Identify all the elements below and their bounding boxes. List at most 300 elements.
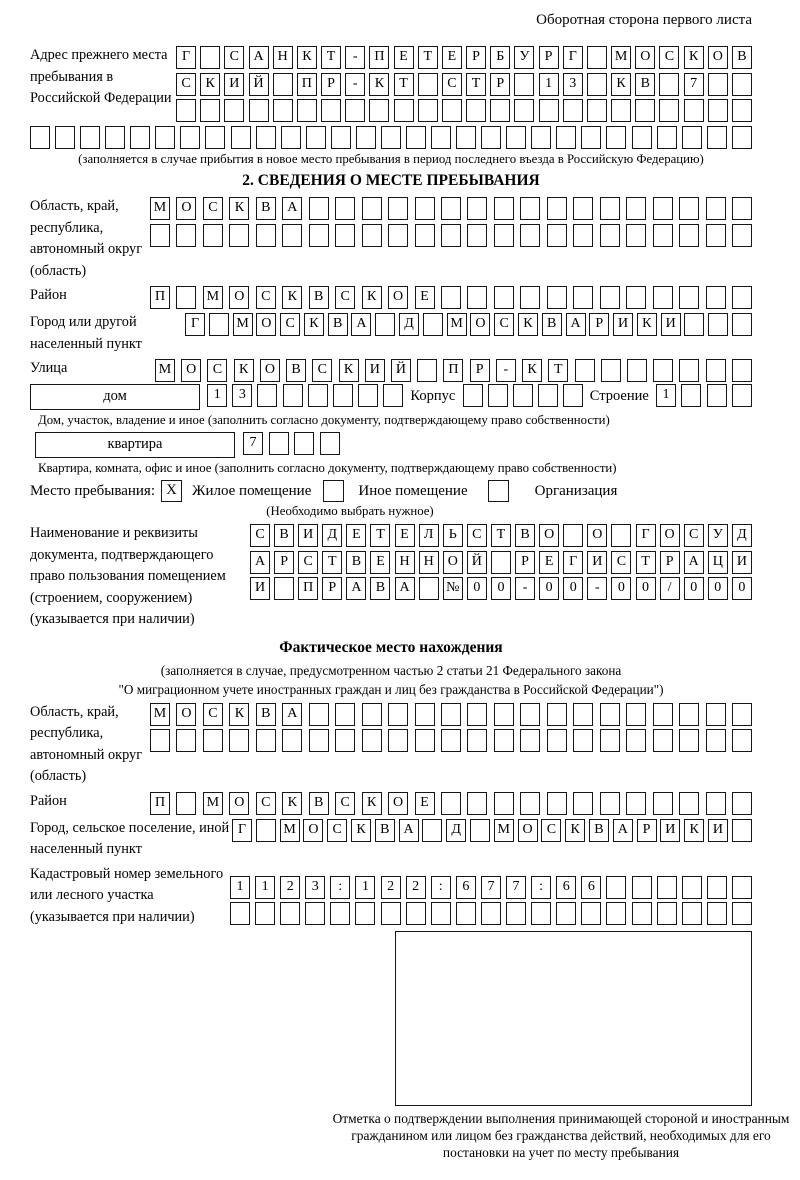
char-cell[interactable]: П <box>150 286 170 309</box>
char-cell[interactable]: П <box>369 46 389 69</box>
char-cell[interactable]: М <box>150 703 170 726</box>
char-cell[interactable]: И <box>660 819 680 842</box>
char-cell[interactable]: Г <box>185 313 205 336</box>
char-cell[interactable] <box>441 224 461 247</box>
char-cell[interactable]: С <box>256 286 276 309</box>
char-cell[interactable]: О <box>470 313 490 336</box>
char-cell[interactable] <box>587 73 607 96</box>
char-cell[interactable] <box>490 99 510 122</box>
char-cell[interactable] <box>632 126 652 149</box>
char-cell[interactable] <box>514 73 534 96</box>
char-cell[interactable]: 0 <box>611 577 631 600</box>
char-cell[interactable] <box>606 902 626 925</box>
char-cell[interactable] <box>626 729 646 752</box>
stay-type-checkbox-organization[interactable] <box>488 480 509 502</box>
char-cell[interactable] <box>563 99 583 122</box>
char-cell[interactable]: В <box>328 313 348 336</box>
char-cell[interactable]: В <box>286 359 306 382</box>
char-cell[interactable] <box>388 729 408 752</box>
char-cell[interactable]: В <box>309 286 329 309</box>
char-cell[interactable]: Л <box>419 524 439 547</box>
char-cell[interactable] <box>682 876 702 899</box>
char-cell[interactable]: С <box>280 313 300 336</box>
char-cell[interactable] <box>80 126 100 149</box>
char-cell[interactable]: С <box>611 551 631 574</box>
char-cell[interactable] <box>345 99 365 122</box>
char-cell[interactable]: А <box>282 197 302 220</box>
char-cell[interactable]: Т <box>548 359 568 382</box>
char-cell[interactable] <box>732 729 752 752</box>
char-cell[interactable]: Е <box>394 46 414 69</box>
char-cell[interactable] <box>431 902 451 925</box>
char-cell[interactable] <box>601 359 621 382</box>
char-cell[interactable] <box>563 524 583 547</box>
char-cell[interactable] <box>539 99 559 122</box>
char-cell[interactable]: О <box>176 703 196 726</box>
char-cell[interactable]: Е <box>539 551 559 574</box>
char-cell[interactable] <box>209 313 229 336</box>
char-cell[interactable]: 1 <box>355 876 375 899</box>
char-cell[interactable] <box>732 224 752 247</box>
char-cell[interactable] <box>463 384 483 407</box>
char-cell[interactable]: С <box>327 819 347 842</box>
char-cell[interactable]: Д <box>446 819 466 842</box>
char-cell[interactable] <box>520 792 540 815</box>
char-cell[interactable]: С <box>659 46 679 69</box>
char-cell[interactable]: Е <box>395 524 415 547</box>
char-cell[interactable] <box>394 99 414 122</box>
char-cell[interactable]: Т <box>466 73 486 96</box>
char-cell[interactable] <box>732 197 752 220</box>
char-cell[interactable] <box>657 902 677 925</box>
char-cell[interactable] <box>150 224 170 247</box>
char-cell[interactable]: К <box>234 359 254 382</box>
char-cell[interactable] <box>547 197 567 220</box>
char-cell[interactable] <box>494 286 514 309</box>
char-cell[interactable] <box>176 286 196 309</box>
char-cell[interactable] <box>706 224 726 247</box>
char-cell[interactable] <box>706 703 726 726</box>
char-cell[interactable]: М <box>280 819 300 842</box>
char-cell[interactable]: И <box>224 73 244 96</box>
char-cell[interactable] <box>732 73 752 96</box>
char-cell[interactable] <box>470 819 490 842</box>
char-cell[interactable]: Е <box>415 286 435 309</box>
char-cell[interactable] <box>573 197 593 220</box>
char-cell[interactable] <box>494 197 514 220</box>
char-cell[interactable]: Р <box>589 313 609 336</box>
char-cell[interactable]: М <box>155 359 175 382</box>
char-cell[interactable] <box>273 73 293 96</box>
char-cell[interactable] <box>467 703 487 726</box>
char-cell[interactable] <box>732 99 752 122</box>
char-cell[interactable] <box>547 792 567 815</box>
char-cell[interactable] <box>514 99 534 122</box>
char-cell[interactable] <box>732 126 752 149</box>
char-cell[interactable]: : <box>330 876 350 899</box>
char-cell[interactable]: В <box>256 197 276 220</box>
char-cell[interactable] <box>256 224 276 247</box>
char-cell[interactable]: 6 <box>556 876 576 899</box>
char-cell[interactable]: И <box>365 359 385 382</box>
char-cell[interactable] <box>200 46 220 69</box>
char-cell[interactable]: - <box>345 46 365 69</box>
char-cell[interactable]: А <box>399 819 419 842</box>
char-cell[interactable] <box>256 729 276 752</box>
char-cell[interactable]: И <box>250 577 270 600</box>
char-cell[interactable]: М <box>150 197 170 220</box>
char-cell[interactable]: : <box>431 876 451 899</box>
char-cell[interactable] <box>362 224 382 247</box>
char-cell[interactable] <box>708 73 728 96</box>
char-cell[interactable] <box>732 384 752 407</box>
char-cell[interactable]: К <box>611 73 631 96</box>
char-cell[interactable] <box>282 729 302 752</box>
char-cell[interactable] <box>355 902 375 925</box>
char-cell[interactable]: К <box>297 46 317 69</box>
char-cell[interactable]: М <box>203 792 223 815</box>
char-cell[interactable]: - <box>496 359 516 382</box>
char-cell[interactable] <box>547 703 567 726</box>
char-cell[interactable]: М <box>203 286 223 309</box>
char-cell[interactable] <box>732 792 752 815</box>
char-cell[interactable] <box>606 126 626 149</box>
char-cell[interactable]: А <box>249 46 269 69</box>
char-cell[interactable]: С <box>298 551 318 574</box>
char-cell[interactable] <box>626 703 646 726</box>
char-cell[interactable] <box>274 577 294 600</box>
char-cell[interactable] <box>466 99 486 122</box>
char-cell[interactable] <box>626 224 646 247</box>
char-cell[interactable] <box>176 99 196 122</box>
char-cell[interactable] <box>256 126 276 149</box>
char-cell[interactable] <box>224 99 244 122</box>
stay-type-checkbox-other[interactable] <box>323 480 344 502</box>
char-cell[interactable]: С <box>541 819 561 842</box>
char-cell[interactable] <box>415 197 435 220</box>
char-cell[interactable] <box>441 729 461 752</box>
char-cell[interactable] <box>707 902 727 925</box>
char-cell[interactable]: К <box>229 197 249 220</box>
char-cell[interactable] <box>406 126 426 149</box>
char-cell[interactable] <box>249 99 269 122</box>
char-cell[interactable] <box>273 99 293 122</box>
char-cell[interactable]: К <box>229 703 249 726</box>
char-cell[interactable] <box>418 99 438 122</box>
char-cell[interactable] <box>587 99 607 122</box>
char-cell[interactable]: 2 <box>406 876 426 899</box>
char-cell[interactable] <box>309 729 329 752</box>
char-cell[interactable] <box>679 703 699 726</box>
char-cell[interactable]: К <box>522 359 542 382</box>
char-cell[interactable]: И <box>613 313 633 336</box>
char-cell[interactable] <box>309 224 329 247</box>
char-cell[interactable] <box>706 197 726 220</box>
char-cell[interactable]: У <box>708 524 728 547</box>
char-cell[interactable]: Р <box>470 359 490 382</box>
char-cell[interactable]: В <box>542 313 562 336</box>
char-cell[interactable]: С <box>335 792 355 815</box>
char-cell[interactable] <box>362 197 382 220</box>
char-cell[interactable] <box>203 729 223 752</box>
char-cell[interactable] <box>732 313 752 336</box>
char-cell[interactable]: О <box>303 819 323 842</box>
char-cell[interactable] <box>306 126 326 149</box>
char-cell[interactable] <box>611 524 631 547</box>
char-cell[interactable]: Г <box>232 819 252 842</box>
char-cell[interactable] <box>294 432 314 455</box>
char-cell[interactable] <box>494 729 514 752</box>
char-cell[interactable] <box>606 876 626 899</box>
char-cell[interactable]: М <box>447 313 467 336</box>
char-cell[interactable] <box>257 384 277 407</box>
char-cell[interactable] <box>506 126 526 149</box>
char-cell[interactable]: В <box>256 703 276 726</box>
char-cell[interactable]: 3 <box>232 384 252 407</box>
char-cell[interactable] <box>406 902 426 925</box>
char-cell[interactable] <box>418 73 438 96</box>
char-cell[interactable] <box>547 286 567 309</box>
char-cell[interactable] <box>684 313 704 336</box>
char-cell[interactable] <box>441 792 461 815</box>
char-cell[interactable] <box>205 126 225 149</box>
char-cell[interactable] <box>321 99 341 122</box>
char-cell[interactable] <box>388 224 408 247</box>
char-cell[interactable] <box>573 286 593 309</box>
char-cell[interactable] <box>679 359 699 382</box>
char-cell[interactable]: Й <box>467 551 487 574</box>
char-cell[interactable]: 0 <box>708 577 728 600</box>
char-cell[interactable]: 2 <box>280 876 300 899</box>
char-cell[interactable] <box>441 286 461 309</box>
char-cell[interactable]: О <box>587 524 607 547</box>
char-cell[interactable] <box>491 551 511 574</box>
char-cell[interactable] <box>573 224 593 247</box>
char-cell[interactable]: Р <box>322 577 342 600</box>
char-cell[interactable]: 6 <box>456 876 476 899</box>
char-cell[interactable]: К <box>282 792 302 815</box>
char-cell[interactable] <box>442 99 462 122</box>
char-cell[interactable]: С <box>203 703 223 726</box>
char-cell[interactable] <box>423 313 443 336</box>
char-cell[interactable]: - <box>345 73 365 96</box>
char-cell[interactable] <box>653 792 673 815</box>
char-cell[interactable]: К <box>518 313 538 336</box>
char-cell[interactable] <box>626 792 646 815</box>
char-cell[interactable]: В <box>274 524 294 547</box>
char-cell[interactable] <box>706 286 726 309</box>
char-cell[interactable]: 0 <box>491 577 511 600</box>
char-cell[interactable] <box>682 902 702 925</box>
char-cell[interactable]: Н <box>273 46 293 69</box>
char-cell[interactable]: А <box>395 577 415 600</box>
char-cell[interactable] <box>331 126 351 149</box>
char-cell[interactable]: Р <box>321 73 341 96</box>
char-cell[interactable] <box>335 703 355 726</box>
char-cell[interactable] <box>230 902 250 925</box>
char-cell[interactable]: А <box>282 703 302 726</box>
char-cell[interactable] <box>415 703 435 726</box>
char-cell[interactable] <box>229 224 249 247</box>
char-cell[interactable]: И <box>708 819 728 842</box>
char-cell[interactable] <box>494 224 514 247</box>
char-cell[interactable]: В <box>375 819 395 842</box>
char-cell[interactable]: М <box>233 313 253 336</box>
char-cell[interactable] <box>358 384 378 407</box>
char-cell[interactable] <box>494 703 514 726</box>
char-cell[interactable]: Б <box>490 46 510 69</box>
char-cell[interactable] <box>255 902 275 925</box>
char-cell[interactable] <box>335 224 355 247</box>
char-cell[interactable] <box>155 126 175 149</box>
char-cell[interactable] <box>581 126 601 149</box>
char-cell[interactable] <box>538 384 558 407</box>
char-cell[interactable] <box>320 432 340 455</box>
char-cell[interactable]: 6 <box>581 876 601 899</box>
char-cell[interactable]: Р <box>539 46 559 69</box>
char-cell[interactable] <box>269 432 289 455</box>
char-cell[interactable] <box>600 703 620 726</box>
char-cell[interactable]: Р <box>466 46 486 69</box>
char-cell[interactable] <box>587 46 607 69</box>
char-cell[interactable] <box>130 126 150 149</box>
char-cell[interactable] <box>229 729 249 752</box>
char-cell[interactable]: Й <box>249 73 269 96</box>
char-cell[interactable] <box>681 384 701 407</box>
char-cell[interactable]: П <box>443 359 463 382</box>
char-cell[interactable]: А <box>351 313 371 336</box>
char-cell[interactable] <box>467 197 487 220</box>
char-cell[interactable]: Р <box>274 551 294 574</box>
char-cell[interactable] <box>441 703 461 726</box>
char-cell[interactable] <box>732 359 752 382</box>
char-cell[interactable]: В <box>515 524 535 547</box>
char-cell[interactable] <box>422 819 442 842</box>
char-cell[interactable]: О <box>708 46 728 69</box>
char-cell[interactable] <box>297 99 317 122</box>
char-cell[interactable]: О <box>660 524 680 547</box>
char-cell[interactable]: А <box>613 819 633 842</box>
char-cell[interactable] <box>494 792 514 815</box>
char-cell[interactable] <box>362 703 382 726</box>
char-cell[interactable] <box>707 384 727 407</box>
char-cell[interactable] <box>388 197 408 220</box>
char-cell[interactable] <box>456 902 476 925</box>
char-cell[interactable] <box>417 359 437 382</box>
char-cell[interactable]: А <box>346 577 366 600</box>
char-cell[interactable] <box>375 313 395 336</box>
char-cell[interactable]: И <box>661 313 681 336</box>
char-cell[interactable] <box>679 286 699 309</box>
char-cell[interactable]: К <box>684 46 704 69</box>
char-cell[interactable] <box>520 224 540 247</box>
char-cell[interactable] <box>626 286 646 309</box>
char-cell[interactable]: С <box>684 524 704 547</box>
char-cell[interactable]: 0 <box>539 577 559 600</box>
char-cell[interactable] <box>176 224 196 247</box>
char-cell[interactable] <box>456 126 476 149</box>
char-cell[interactable] <box>520 197 540 220</box>
char-cell[interactable] <box>732 819 752 842</box>
char-cell[interactable]: Ь <box>443 524 463 547</box>
char-cell[interactable] <box>381 126 401 149</box>
char-cell[interactable]: Й <box>391 359 411 382</box>
char-cell[interactable]: М <box>611 46 631 69</box>
char-cell[interactable]: 0 <box>636 577 656 600</box>
char-cell[interactable]: Т <box>491 524 511 547</box>
char-cell[interactable]: О <box>260 359 280 382</box>
char-cell[interactable]: В <box>635 73 655 96</box>
char-cell[interactable] <box>708 313 728 336</box>
char-cell[interactable] <box>627 359 647 382</box>
char-cell[interactable] <box>481 902 501 925</box>
char-cell[interactable]: О <box>539 524 559 547</box>
char-cell[interactable]: С <box>203 197 223 220</box>
char-cell[interactable] <box>488 384 508 407</box>
char-cell[interactable]: В <box>370 577 390 600</box>
char-cell[interactable]: К <box>200 73 220 96</box>
char-cell[interactable]: С <box>224 46 244 69</box>
char-cell[interactable] <box>362 729 382 752</box>
char-cell[interactable] <box>419 577 439 600</box>
char-cell[interactable] <box>732 703 752 726</box>
char-cell[interactable]: 3 <box>563 73 583 96</box>
char-cell[interactable] <box>573 792 593 815</box>
char-cell[interactable]: С <box>494 313 514 336</box>
char-cell[interactable]: Д <box>399 313 419 336</box>
char-cell[interactable] <box>657 876 677 899</box>
char-cell[interactable] <box>415 729 435 752</box>
stay-type-checkbox-residential[interactable]: X <box>161 480 182 502</box>
char-cell[interactable] <box>280 902 300 925</box>
char-cell[interactable] <box>706 729 726 752</box>
char-cell[interactable]: К <box>351 819 371 842</box>
char-cell[interactable] <box>679 792 699 815</box>
char-cell[interactable]: Ц <box>708 551 728 574</box>
char-cell[interactable]: О <box>518 819 538 842</box>
char-cell[interactable]: В <box>346 551 366 574</box>
char-cell[interactable]: : <box>531 876 551 899</box>
char-cell[interactable] <box>467 729 487 752</box>
char-cell[interactable]: П <box>297 73 317 96</box>
char-cell[interactable] <box>330 902 350 925</box>
char-cell[interactable]: А <box>566 313 586 336</box>
char-cell[interactable] <box>682 126 702 149</box>
char-cell[interactable]: С <box>176 73 196 96</box>
char-cell[interactable] <box>520 286 540 309</box>
char-cell[interactable]: Т <box>394 73 414 96</box>
char-cell[interactable]: И <box>587 551 607 574</box>
char-cell[interactable]: П <box>298 577 318 600</box>
char-cell[interactable] <box>632 876 652 899</box>
char-cell[interactable] <box>600 224 620 247</box>
char-cell[interactable]: У <box>514 46 534 69</box>
char-cell[interactable] <box>632 902 652 925</box>
char-cell[interactable]: Е <box>346 524 366 547</box>
char-cell[interactable]: - <box>587 577 607 600</box>
char-cell[interactable] <box>467 792 487 815</box>
char-cell[interactable] <box>600 286 620 309</box>
char-cell[interactable]: С <box>256 792 276 815</box>
char-cell[interactable] <box>520 703 540 726</box>
char-cell[interactable] <box>653 286 673 309</box>
char-cell[interactable] <box>256 819 276 842</box>
char-cell[interactable] <box>231 126 251 149</box>
char-cell[interactable]: А <box>684 551 704 574</box>
char-cell[interactable]: 7 <box>243 432 263 455</box>
char-cell[interactable]: Т <box>418 46 438 69</box>
char-cell[interactable] <box>531 902 551 925</box>
